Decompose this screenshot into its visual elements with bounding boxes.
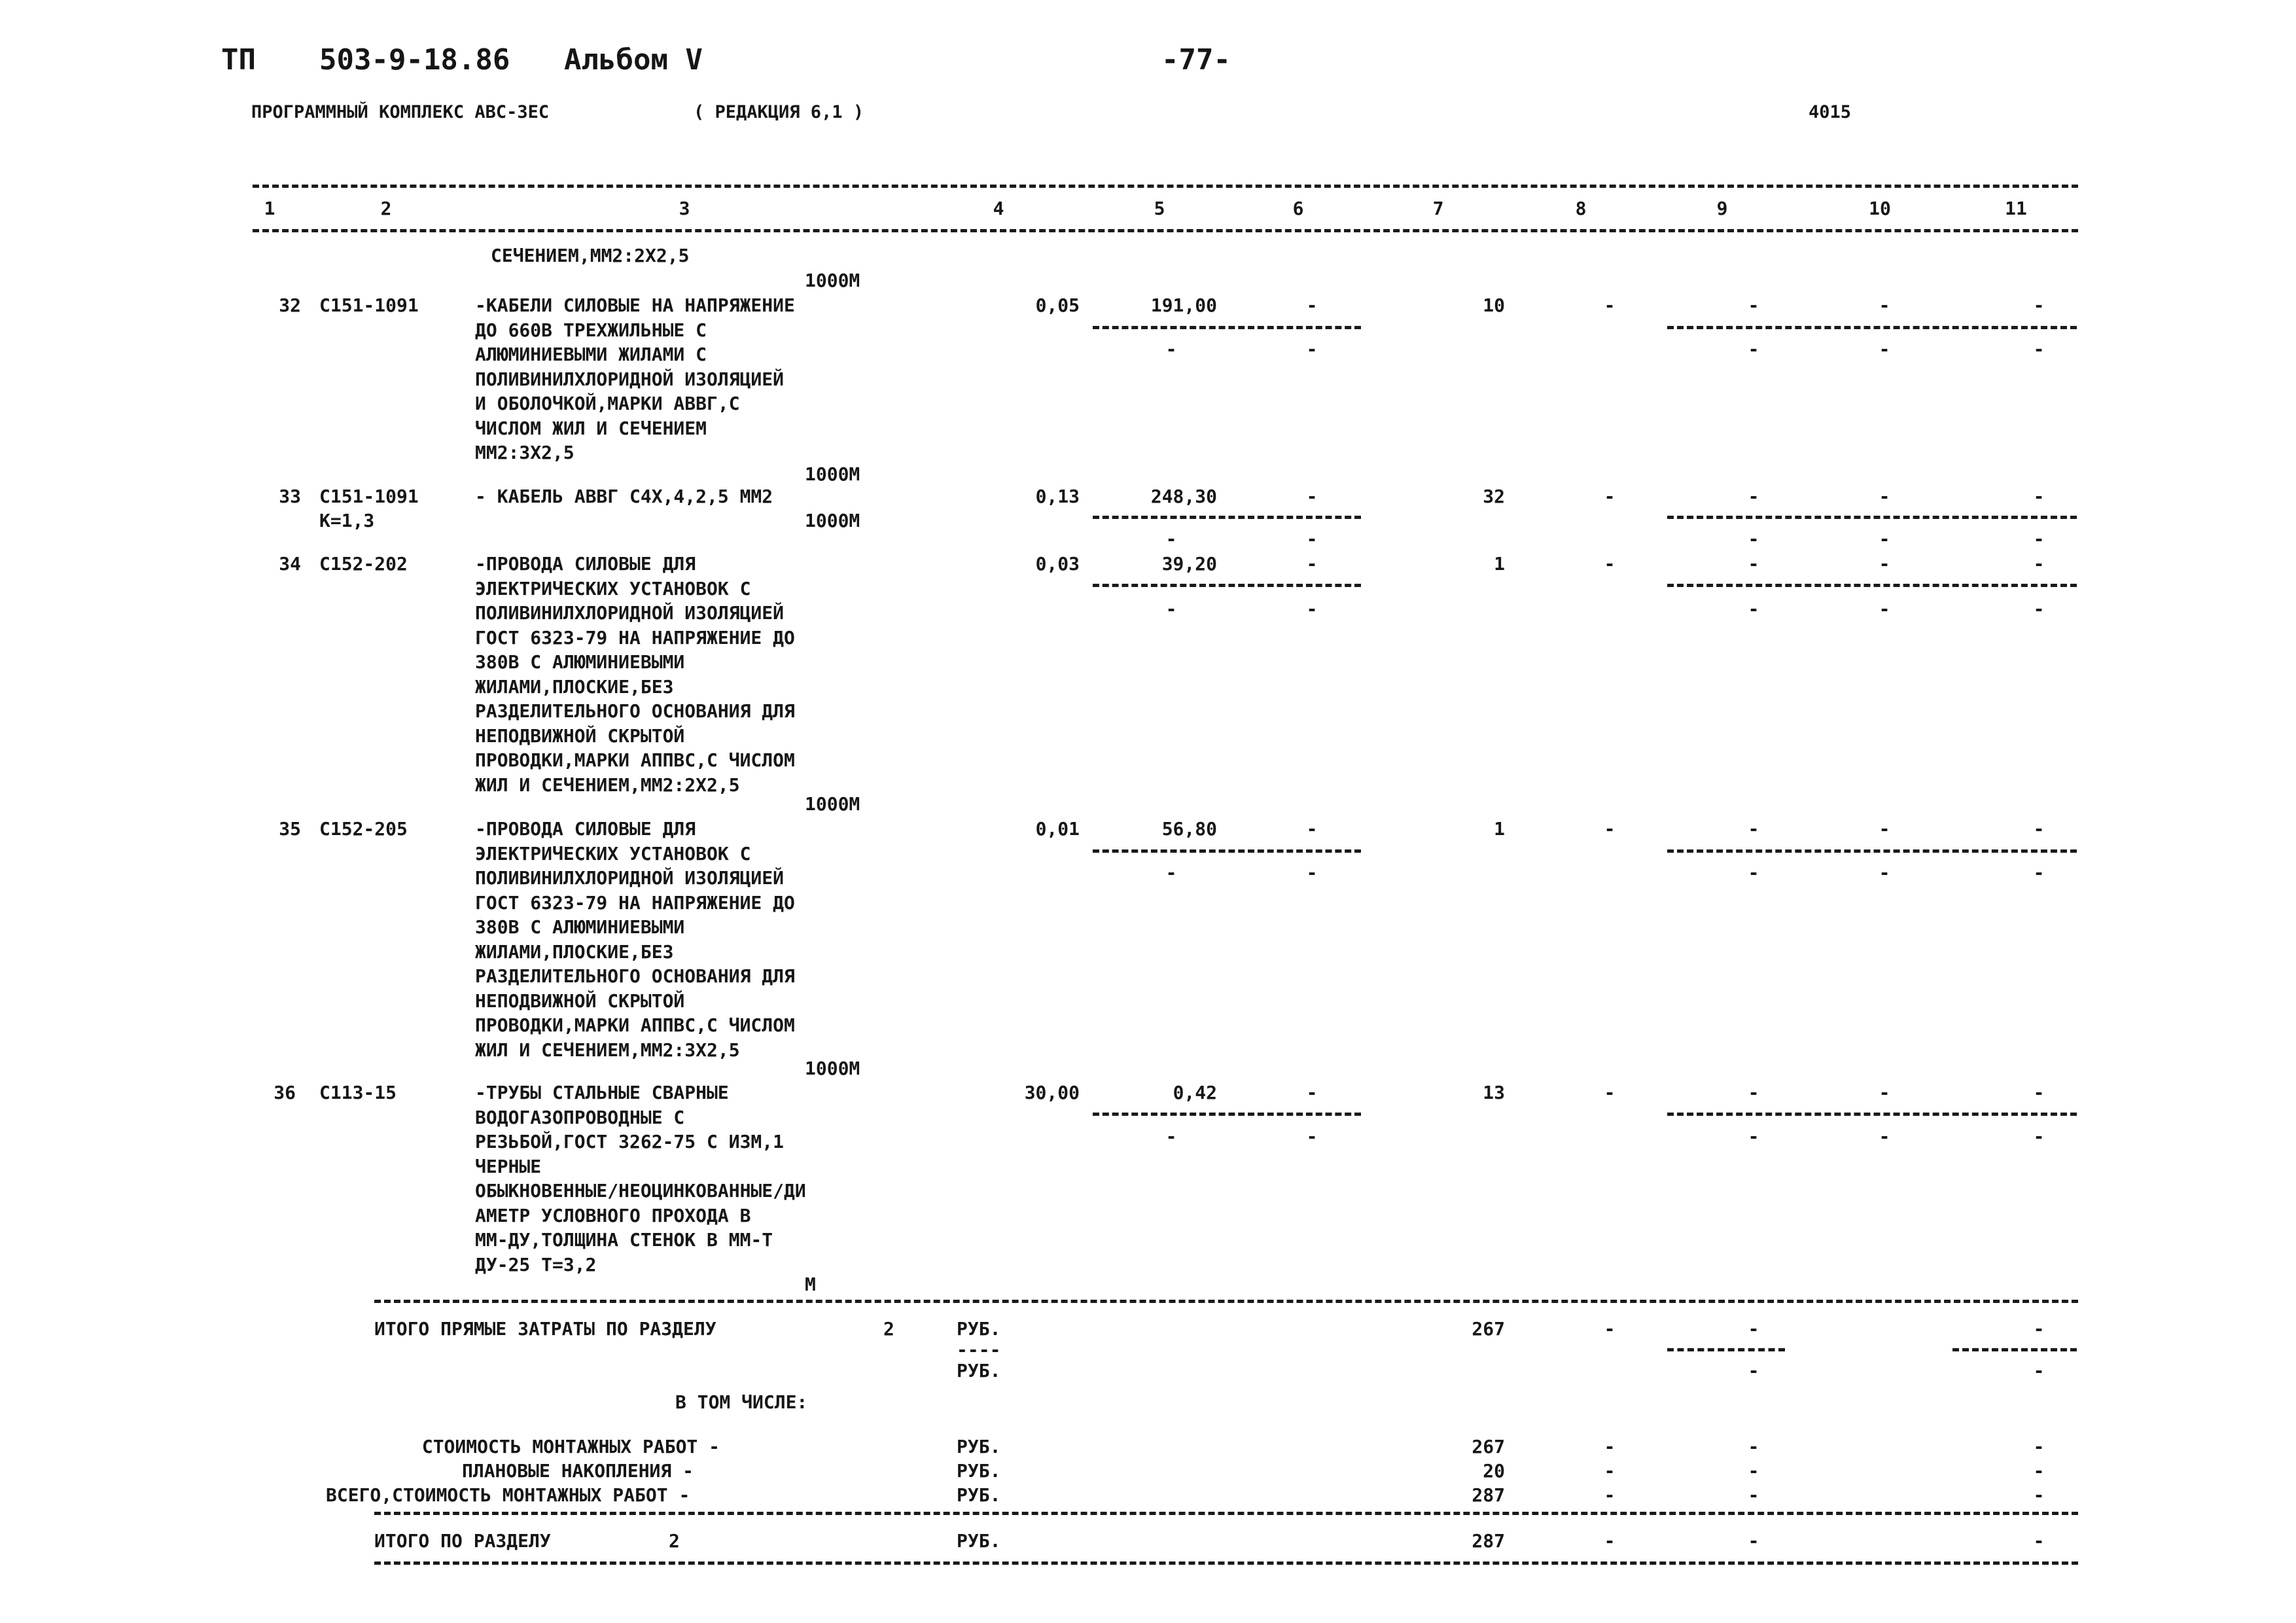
- col10-sub-value: -: [1879, 338, 1890, 360]
- col11-sub-value: -: [2033, 528, 2045, 550]
- col10-value: -: [1879, 818, 1890, 840]
- quantity: 0,13: [1035, 486, 1080, 507]
- norm-code: С152-202: [319, 553, 408, 575]
- col9-value: -: [1748, 486, 1759, 507]
- unit-price: 56,80: [1161, 818, 1217, 840]
- col9-sub-value: -: [1748, 1126, 1759, 1147]
- row-number: 32: [279, 294, 301, 316]
- col5-sub-value: -: [1165, 338, 1177, 360]
- col11-value: -: [2033, 294, 2045, 316]
- total-install-value: 287: [1472, 1484, 1505, 1506]
- col8-value: -: [1604, 1484, 1616, 1506]
- planned-savings-value: 20: [1483, 1460, 1505, 1482]
- col10-value: -: [1879, 1082, 1890, 1103]
- col9-value: -: [1748, 1530, 1759, 1552]
- currency-label: РУБ.: [957, 1436, 1001, 1457]
- col11-value: -: [2033, 818, 2045, 840]
- summary-bottom-rule: [374, 1561, 2078, 1565]
- unit-label: 1000М: [805, 793, 860, 815]
- col6-sub-value: -: [1306, 338, 1318, 360]
- summary-top-rule: [374, 1300, 2078, 1303]
- total-cost: 13: [1483, 1082, 1505, 1103]
- row-description: -ПРОВОДА СИЛОВЫЕ ДЛЯ ЭЛЕКТРИЧЕСКИХ УСТАНОВОК С ПОЛИВИНИЛХЛОРИДНОЙ ИЗОЛЯЦИЕЙ ГОСТ 6323-79 НА НАПРЯЖЕНИЕ ДО 380В С АЛЮМИНИЕВЫМИ ЖИЛАМИ,ПЛОСКИЕ,БЕЗ РАЗДЕЛИТЕЛЬНОГО ОСНОВАНИЯ ДЛЯ НЕПОДВИЖНОЙ СКРЫТОЙ ПРОВОДКИ,МАРКИ АППВС,С ЧИСЛОМ ЖИЛ И СЕЧЕНИЕМ,ММ2:3Х2,5: [475, 818, 795, 1061]
- sub-rule: [1952, 1348, 2077, 1351]
- sub-rule: [1667, 1113, 2077, 1116]
- col5-sub-value: -: [1165, 862, 1177, 883]
- currency-separator: ----: [957, 1339, 1001, 1361]
- currency-label: РУБ.: [957, 1530, 1001, 1552]
- col10-value: -: [1879, 553, 1890, 575]
- col9-sub-value: -: [1748, 598, 1759, 620]
- planned-savings-label: ПЛАНОВЫЕ НАКОПЛЕНИЯ -: [461, 1460, 694, 1482]
- col8-value: -: [1604, 486, 1616, 507]
- table-top-rule: [253, 185, 2078, 188]
- project-number: 503-9-18.86: [319, 43, 510, 77]
- summary-mid-rule: [374, 1512, 2078, 1515]
- column-header: 9: [1716, 198, 1728, 219]
- unit-label: 1000М: [805, 510, 860, 531]
- row-number: 34: [279, 553, 301, 575]
- col11-sub-value: -: [2033, 598, 2045, 620]
- col11-sub-value: -: [2033, 862, 2045, 883]
- col9-value: -: [1748, 294, 1759, 316]
- sub-rule: [1667, 326, 2077, 329]
- row-description: -КАБЕЛИ СИЛОВЫЕ НА НАПРЯЖЕНИЕ ДО 660В ТРЕХЖИЛЬНЫЕ С АЛЮМИНИЕВЫМИ ЖИЛАМИ С ПОЛИВИНИЛХЛОРИДНОЙ ИЗОЛЯЦИЕЙ И ОБОЛОЧКОЙ,МАРКИ АВВГ,С ЧИСЛОМ ЖИЛ И СЕЧЕНИЕМ ММ2:3Х2,5: [475, 294, 795, 463]
- row-number: 36: [274, 1082, 296, 1103]
- col5-sub-value: -: [1165, 598, 1177, 620]
- carry-over-text: СЕЧЕНИЕМ,ММ2:2Х2,5: [491, 245, 690, 266]
- norm-code: С113-15: [319, 1082, 397, 1103]
- col8-value: -: [1604, 1460, 1616, 1482]
- unit-label: 1000М: [805, 463, 860, 485]
- col9-value: -: [1748, 1460, 1759, 1482]
- sub-rule: [1093, 584, 1361, 587]
- column-header: 10: [1869, 198, 1891, 219]
- column-header: 4: [993, 198, 1004, 219]
- sub-rule: [1093, 516, 1361, 519]
- col11-value: -: [2033, 1082, 2045, 1103]
- section-number: 2: [669, 1530, 680, 1552]
- col6-value: -: [1306, 1082, 1318, 1103]
- col6-value: -: [1306, 486, 1318, 507]
- section-total-label: ИТОГО ПО РАЗДЕЛУ: [374, 1530, 551, 1552]
- col9-value: -: [1748, 1318, 1759, 1340]
- col6-value: -: [1306, 818, 1318, 840]
- page-number: -77-: [1161, 43, 1231, 77]
- col11-sub-value: -: [2033, 1126, 2045, 1147]
- col9-sub-value: -: [1748, 338, 1759, 360]
- norm-coefficient: К=1,3: [319, 510, 375, 531]
- row-description: - КАБЕЛЬ АВВГ С4Х,4,2,5 ММ2: [475, 486, 773, 507]
- column-header: 6: [1292, 198, 1304, 219]
- col10-value: -: [1879, 486, 1890, 507]
- total-cost: 1: [1494, 818, 1505, 840]
- col11-value: -: [2033, 1530, 2045, 1552]
- currency-label: РУБ.: [957, 1484, 1001, 1506]
- total-cost: 1: [1494, 553, 1505, 575]
- col11-value: -: [2033, 486, 2045, 507]
- col5-sub-value: -: [1165, 528, 1177, 550]
- col10-value: -: [1879, 294, 1890, 316]
- currency-label: РУБ.: [957, 1460, 1001, 1482]
- quantity: 0,03: [1035, 553, 1080, 575]
- col10-sub-value: -: [1879, 528, 1890, 550]
- col5-sub-value: -: [1165, 1126, 1177, 1147]
- program-name: ПРОГРАММНЫЙ КОМПЛЕКС АВС-3ЕС: [251, 102, 550, 122]
- col8-value: -: [1604, 1436, 1616, 1457]
- install-cost-label: СТОИМОСТЬ МОНТАЖНЫХ РАБОТ -: [421, 1436, 720, 1457]
- col8-value: -: [1604, 1530, 1616, 1552]
- col8-value: -: [1604, 1318, 1616, 1340]
- col11-sub-value: -: [2033, 338, 2045, 360]
- col9-sub-value: -: [1748, 1360, 1759, 1382]
- col6-sub-value: -: [1306, 528, 1318, 550]
- header-bottom-rule: [253, 229, 2078, 232]
- unit-price: 191,00: [1150, 294, 1217, 316]
- col6-sub-value: -: [1306, 862, 1318, 883]
- col6-value: -: [1306, 553, 1318, 575]
- col11-value: -: [2033, 1436, 2045, 1457]
- sub-rule: [1093, 326, 1361, 329]
- unit-label: 1000М: [805, 270, 860, 291]
- album-label: Альбом V: [564, 43, 703, 77]
- quantity: 0,05: [1035, 294, 1080, 316]
- col6-sub-value: -: [1306, 1126, 1318, 1147]
- norm-code: С152-205: [319, 818, 408, 840]
- col8-value: -: [1604, 553, 1616, 575]
- col11-value: -: [2033, 1484, 2045, 1506]
- col8-value: -: [1604, 1082, 1616, 1103]
- direct-costs-total: 267: [1472, 1318, 1505, 1340]
- column-header: 8: [1575, 198, 1587, 219]
- sub-rule: [1093, 849, 1361, 853]
- unit-label: М: [805, 1274, 816, 1295]
- unit-price: 0,42: [1173, 1082, 1217, 1103]
- total-cost: 32: [1483, 486, 1505, 507]
- currency-label: РУБ.: [957, 1360, 1001, 1382]
- unit-price: 248,30: [1150, 486, 1217, 507]
- doc-code: ТП: [221, 43, 256, 77]
- sub-rule: [1667, 849, 2077, 853]
- column-header: 1: [264, 198, 275, 219]
- quantity: 0,01: [1035, 818, 1080, 840]
- currency-label: РУБ.: [957, 1318, 1001, 1340]
- unit-label: 1000М: [805, 1058, 860, 1079]
- col8-value: -: [1604, 294, 1616, 316]
- col10-sub-value: -: [1879, 1126, 1890, 1147]
- column-header: 3: [679, 198, 690, 219]
- col11-sub-value: -: [2033, 1360, 2045, 1382]
- install-cost-value: 267: [1472, 1436, 1505, 1457]
- col10-sub-value: -: [1879, 598, 1890, 620]
- norm-code: С151-1091: [319, 486, 419, 507]
- section-total-value: 287: [1472, 1530, 1505, 1552]
- sub-rule: [1667, 516, 2077, 519]
- total-install-label: ВСЕГО,СТОИМОСТЬ МОНТАЖНЫХ РАБОТ -: [326, 1484, 690, 1506]
- col9-value: -: [1748, 1436, 1759, 1457]
- total-cost: 10: [1483, 294, 1505, 316]
- sub-rule: [1093, 1113, 1361, 1116]
- col6-value: -: [1306, 294, 1318, 316]
- row-description: -ПРОВОДА СИЛОВЫЕ ДЛЯ ЭЛЕКТРИЧЕСКИХ УСТАНОВОК С ПОЛИВИНИЛХЛОРИДНОЙ ИЗОЛЯЦИЕЙ ГОСТ 6323-79 НА НАПРЯЖЕНИЕ ДО 380В С АЛЮМИНИЕВЫМИ ЖИЛАМИ,ПЛОСКИЕ,БЕЗ РАЗДЕЛИТЕЛЬНОГО ОСНОВАНИЯ ДЛЯ НЕПОДВИЖНОЙ СКРЫТОЙ ПРОВОДКИ,МАРКИ АППВС,С ЧИСЛОМ ЖИЛ И СЕЧЕНИЕМ,ММ2:2Х2,5: [475, 553, 795, 796]
- column-header: 11: [2005, 198, 2027, 219]
- direct-costs-label: ИТОГО ПРЯМЫЕ ЗАТРАТЫ ПО РАЗДЕЛУ: [374, 1318, 716, 1340]
- sub-rule: [1667, 1348, 1785, 1351]
- col8-value: -: [1604, 818, 1616, 840]
- row-description: -ТРУБЫ СТАЛЬНЫЕ СВАРНЫЕ ВОДОГАЗОПРОВОДНЫЕ С РЕЗЬБОЙ,ГОСТ 3262-75 С ИЗМ,1 ЧЕРНЫЕ ОБЫКНОВЕННЫЕ/НЕОЦИНКОВАННЫЕ/ДИ АМЕТР УСЛОВНОГО ПРОХОДА В ММ-ДУ,ТОЛЩИНА СТЕНОК В ММ-Т ДУ-25 Т=3,2: [475, 1082, 806, 1275]
- quantity: 30,00: [1024, 1082, 1080, 1103]
- row-number: 35: [279, 818, 301, 840]
- col11-value: -: [2033, 1318, 2045, 1340]
- col11-value: -: [2033, 1460, 2045, 1482]
- col9-value: -: [1748, 818, 1759, 840]
- col6-sub-value: -: [1306, 598, 1318, 620]
- col9-value: -: [1748, 553, 1759, 575]
- col9-sub-value: -: [1748, 528, 1759, 550]
- norm-code: С151-1091: [319, 294, 419, 316]
- col11-value: -: [2033, 553, 2045, 575]
- col9-value: -: [1748, 1082, 1759, 1103]
- program-edition: ( РЕДАКЦИЯ 6,1 ): [694, 102, 864, 122]
- program-code: 4015: [1809, 102, 1852, 122]
- col9-value: -: [1748, 1484, 1759, 1506]
- unit-price: 39,20: [1161, 553, 1217, 575]
- including-label: В ТОМ ЧИСЛЕ:: [675, 1391, 808, 1413]
- section-number: 2: [883, 1318, 894, 1340]
- sub-rule: [1667, 584, 2077, 587]
- column-header: 7: [1432, 198, 1444, 219]
- row-number: 33: [279, 486, 301, 507]
- column-header: 5: [1154, 198, 1165, 219]
- col10-sub-value: -: [1879, 862, 1890, 883]
- column-header: 2: [380, 198, 392, 219]
- col9-sub-value: -: [1748, 862, 1759, 883]
